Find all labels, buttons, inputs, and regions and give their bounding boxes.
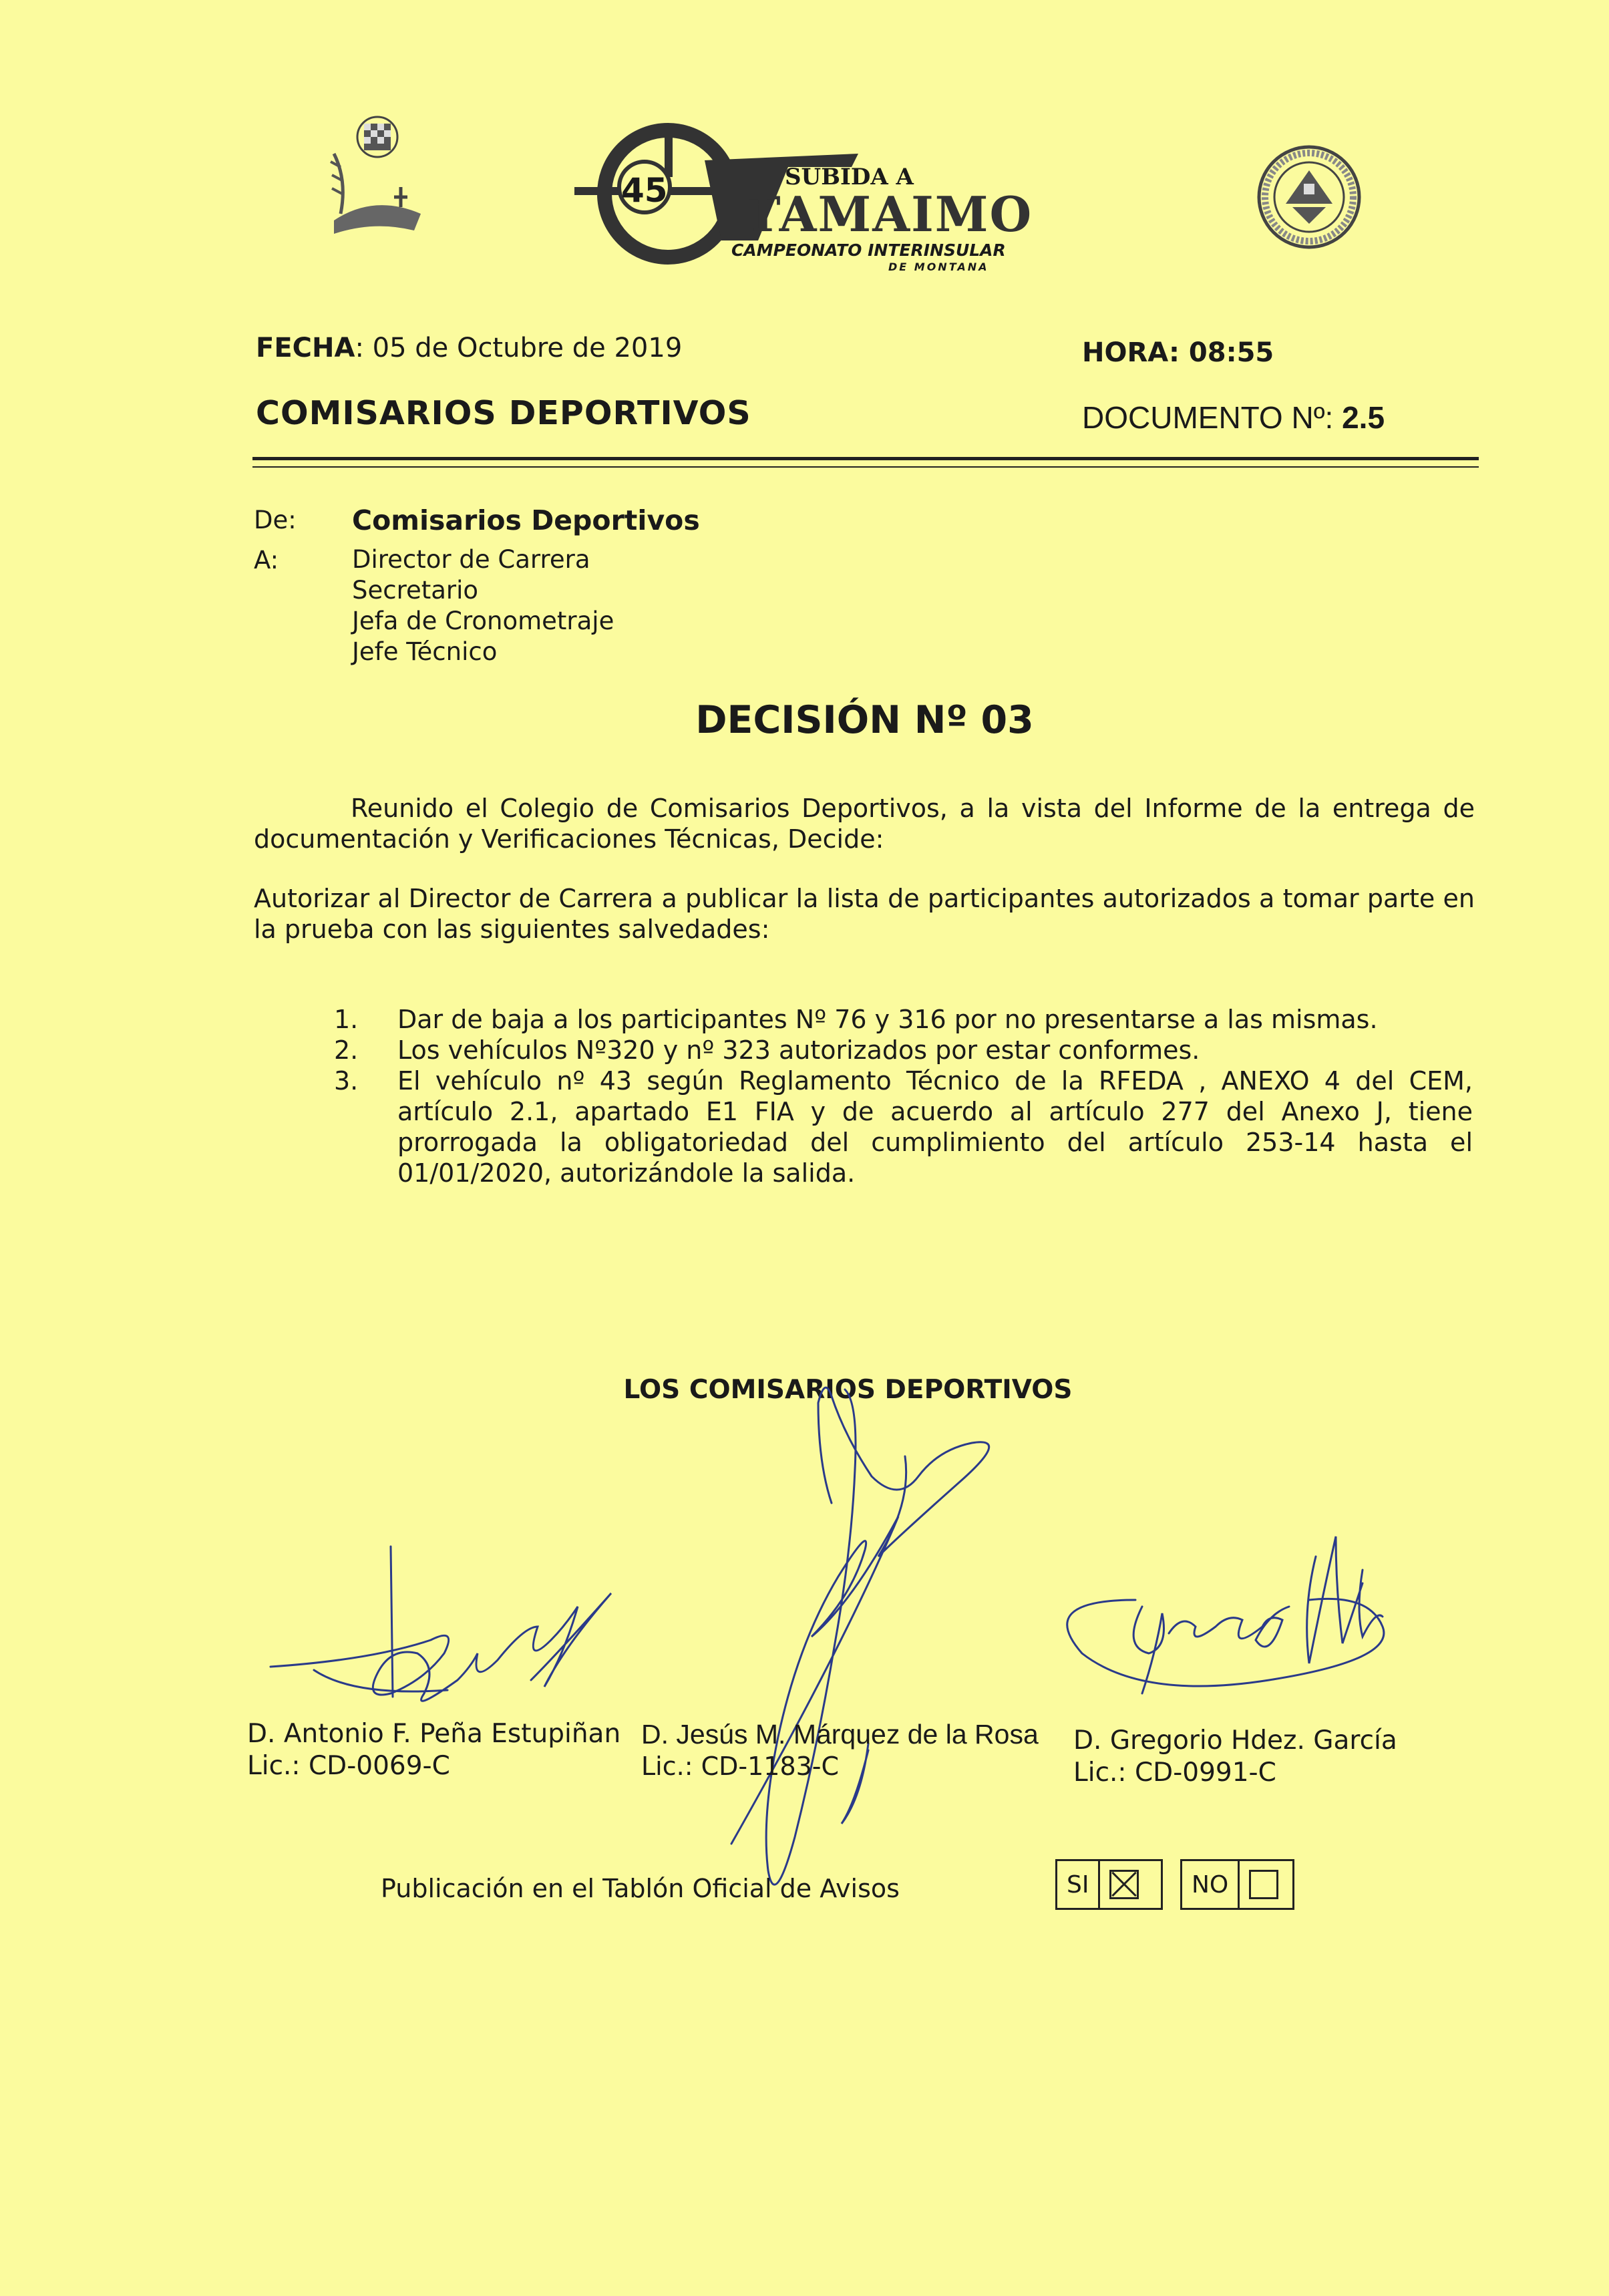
signer-2: [641, 1718, 1039, 1782]
recipient: Secretario: [352, 576, 479, 605]
document-label: DOCUMENTO Nº:: [1082, 400, 1334, 435]
document-value: 2.5: [1342, 400, 1385, 435]
publish-no-box[interactable]: [1180, 1859, 1294, 1910]
item-number: 2.: [334, 1035, 359, 1065]
signer-3: [1073, 1725, 1397, 1789]
logo-line1: SUBIDA A: [785, 164, 914, 190]
no-label: NO: [1182, 1861, 1240, 1908]
logo-line2: TAMAIMO: [745, 186, 1033, 242]
item-text: Dar de baja a los participantes Nº 76 y 316 por no presentarse a las mismas.: [397, 1005, 1378, 1034]
date-label: FECHA: [256, 333, 355, 363]
recipient: Jefa de Cronometraje: [352, 607, 614, 635]
publish-yes-box[interactable]: [1055, 1859, 1163, 1910]
signer-license: Lic.: CD-1183-C: [641, 1752, 840, 1781]
signer-1: [247, 1718, 620, 1782]
decision-title: DECISIÓN Nº 03: [695, 698, 1034, 742]
signer-license: Lic.: CD-0991-C: [1073, 1758, 1276, 1788]
signer-name: D. Jesús M. Márquez de la Rosa: [641, 1719, 1039, 1750]
item-number: 1.: [334, 1005, 359, 1034]
logo-line3: CAMPEONATO INTERINSULAR: [731, 240, 1006, 260]
time-label: HORA: 08:55: [1082, 337, 1274, 368]
to-label: A:: [254, 546, 279, 575]
no-checkbox[interactable]: [1249, 1870, 1278, 1899]
date-value: : 05 de Octubre de 2019: [355, 333, 683, 363]
item-text: El vehículo nº 43 según Reglamento Técnico de la RFEDA , ANEXO 4 del CEM, artículo 2.1, apartado E1 FIA y de acuerdo al artículo 277 del Anexo J, tiene prorrogada la obligatoriedad del cumplimiento del artículo 253-14 hasta el 01/01/2020, autorizándole la salida.: [397, 1066, 1473, 1188]
item-number: 3.: [334, 1066, 359, 1096]
paragraph-intro: Reunido el Colegio de Comisarios Deportivos, a la vista del Informe de la entrega de documentación y Verificaciones Técnicas, Decide:: [254, 794, 1475, 854]
yes-label: SI: [1057, 1861, 1100, 1908]
signatures-heading: LOS COMISARIOS DEPORTIVOS: [623, 1375, 1073, 1405]
signature-3: [1067, 1536, 1384, 1693]
recipient: Jefe Técnico: [352, 637, 498, 666]
yes-checkbox[interactable]: [1109, 1870, 1139, 1899]
from-value: Comisarios Deportivos: [352, 504, 700, 536]
signature-2: [731, 1387, 989, 1884]
item-text: Los vehículos Nº320 y nº 323 autorizados por estar conformes.: [397, 1035, 1200, 1065]
signature-1: [271, 1546, 611, 1701]
from-label: De:: [254, 506, 297, 534]
logo-line4: DE MONTANA: [888, 261, 989, 273]
section-title: COMISARIOS DEPORTIVOS: [256, 394, 751, 432]
paragraph-authorization: Autorizar al Director de Carrera a publicar la lista de participantes autorizados a tomar parte en la prueba con las siguientes salvedades:: [254, 884, 1475, 944]
signer-license: Lic.: CD-0069-C: [247, 1751, 450, 1781]
publication-note: Publicación en el Tablón Oficial de Avisos: [381, 1874, 900, 1903]
logo-number: 45: [621, 171, 668, 210]
signer-name: D. Antonio F. Peña Estupiñan: [247, 1719, 621, 1749]
recipient: Director de Carrera: [352, 545, 590, 574]
signer-name: D. Gregorio Hdez. García: [1073, 1726, 1397, 1756]
